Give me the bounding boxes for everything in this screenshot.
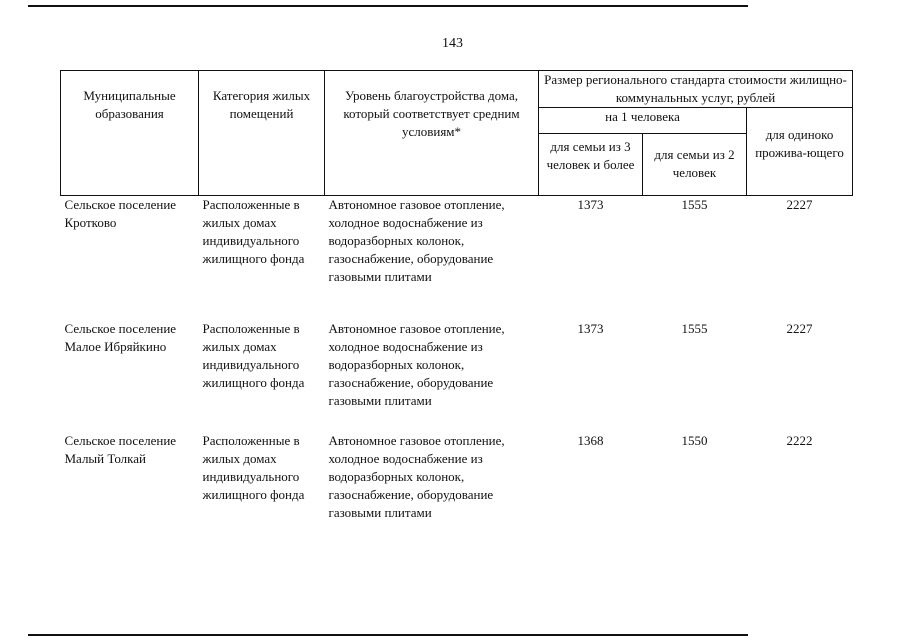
row-municipal: Сельское поселение Малое Ибряйкино — [64, 320, 177, 354]
header-per-person: на 1 человека — [539, 108, 747, 134]
page-number: 143 — [442, 36, 463, 51]
row-category: Расположенные в жилых домах индивидуального жилищного фонда — [202, 320, 305, 390]
header-level: Уровень благоустройства дома, который соответствует средним условиям* — [325, 71, 539, 196]
row-category: Расположенные в жилых домах индивидуального жилищного фонда — [202, 197, 305, 266]
row-municipal: Сельское поселение Кротково — [64, 197, 177, 230]
top-rule — [28, 5, 748, 7]
header-standard: Размер регионального стандарта стоимости жилищно-коммунальных услуг, рублей — [539, 71, 853, 108]
header-family2: для семьи из 2 человек — [643, 134, 747, 196]
header-single: для одиноко прожива-ющего — [747, 108, 853, 196]
row-single: 2227 — [786, 197, 813, 212]
table-row — [61, 432, 853, 544]
row-level: Автономное газовое отопление, холодное водоснабжение из водоразборных колонок, газоснабжение, оборудование газовыми плитами — [328, 320, 505, 408]
row-family2: 1550 — [681, 432, 708, 448]
row-family3: 1373 — [577, 320, 604, 336]
row-single: 2227 — [786, 320, 813, 336]
row-family3: 1368 — [577, 432, 604, 448]
header-family3: для семьи из 3 человек и более — [539, 134, 643, 196]
row-family2: 1555 — [681, 320, 708, 336]
standard-cost-table — [60, 70, 853, 544]
row-family3: 1373 — [577, 197, 604, 212]
row-level: Автономное газовое отопление, холодное водоснабжение из водоразборных колонок, газоснабжение, оборудование газовыми плитами — [328, 432, 505, 520]
header-municipal: Муниципальные образования — [61, 71, 199, 196]
row-level: Автономное газовое отопление, холодное водоснабжение из водоразборных колонок, газоснабжение, оборудование газовыми плитами — [328, 197, 505, 284]
header-category: Категория жилых помещений — [199, 71, 325, 196]
row-category: Расположенные в жилых домах индивидуального жилищного фонда — [202, 432, 305, 502]
bottom-rule — [28, 634, 748, 636]
row-single: 2222 — [786, 432, 813, 448]
table-row — [61, 196, 853, 320]
row-municipal: Сельское поселение Малый Толкай — [64, 432, 177, 466]
table-row — [61, 320, 853, 432]
row-family2: 1555 — [681, 197, 708, 212]
